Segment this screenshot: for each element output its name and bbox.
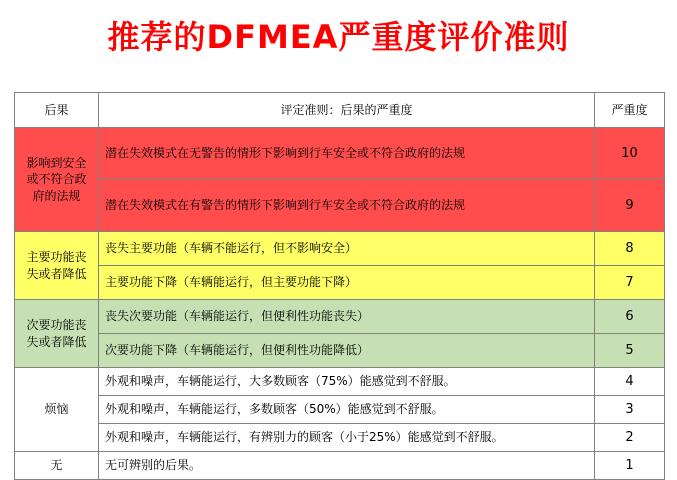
criteria-cell-8: 丧失主要功能（车辆不能运行，但不影响安全）: [99, 232, 595, 266]
severity-cell-10: 10: [595, 128, 665, 180]
severity-cell-9: 9: [595, 180, 665, 232]
table-row: [15, 232, 665, 266]
effect-cell-primary-function: 主要功能丧失或者降低: [15, 232, 99, 300]
severity-cell-3: 3: [595, 396, 665, 424]
page-title: 推荐的DFMEA严重度评价准则: [107, 18, 570, 56]
table-row: [15, 180, 665, 232]
header-severity: 严重度: [595, 93, 665, 128]
severity-table-container: [14, 92, 664, 480]
effect-cell-none: 无: [15, 452, 99, 480]
header-criteria: 评定准则：后果的严重度: [99, 93, 595, 128]
effect-cell-secondary-function: 次要功能丧失或者降低: [15, 300, 99, 368]
severity-cell-7: 7: [595, 266, 665, 300]
table-row: [15, 424, 665, 452]
severity-cell-4: 4: [595, 368, 665, 396]
criteria-cell-7: 主要功能下降（车辆能运行，但主要功能下降）: [99, 266, 595, 300]
table-header-row: [15, 93, 665, 128]
table-row: [15, 128, 665, 180]
effect-cell-safety: 影响到安全或不符合政府的法规: [15, 128, 99, 232]
table-row: [15, 396, 665, 424]
severity-cell-2: 2: [595, 424, 665, 452]
header-effect: 后果: [15, 93, 99, 128]
table-row: [15, 266, 665, 300]
criteria-cell-4: 外观和噪声，车辆能运行，大多数顾客（75%）能感觉到不舒服。: [99, 368, 595, 396]
criteria-cell-3: 外观和噪声，车辆能运行，多数顾客（50%）能感觉到不舒服。: [99, 396, 595, 424]
severity-criteria-table: [14, 92, 665, 480]
effect-cell-annoyance: 烦恼: [15, 368, 99, 452]
table-row: [15, 334, 665, 368]
criteria-cell-2: 外观和噪声，车辆能运行，有辨别力的顾客（小于25%）能感觉到不舒服。: [99, 424, 595, 452]
severity-cell-1: 1: [595, 452, 665, 480]
table-row: [15, 300, 665, 334]
table-row: [15, 368, 665, 396]
criteria-cell-1: 无可辨别的后果。: [99, 452, 595, 480]
criteria-cell-9: 潜在失效模式在有警告的情形下影响到行车安全或不符合政府的法规: [99, 180, 595, 232]
severity-cell-8: 8: [595, 232, 665, 266]
criteria-cell-5: 次要功能下降（车辆能运行，但便利性功能降低）: [99, 334, 595, 368]
severity-cell-6: 6: [595, 300, 665, 334]
table-row: [15, 452, 665, 480]
severity-cell-5: 5: [595, 334, 665, 368]
criteria-cell-6: 丧失次要功能（车辆能运行，但便利性功能丧失）: [99, 300, 595, 334]
criteria-cell-10: 潜在失效模式在无警告的情形下影响到行车安全或不符合政府的法规: [99, 128, 595, 180]
